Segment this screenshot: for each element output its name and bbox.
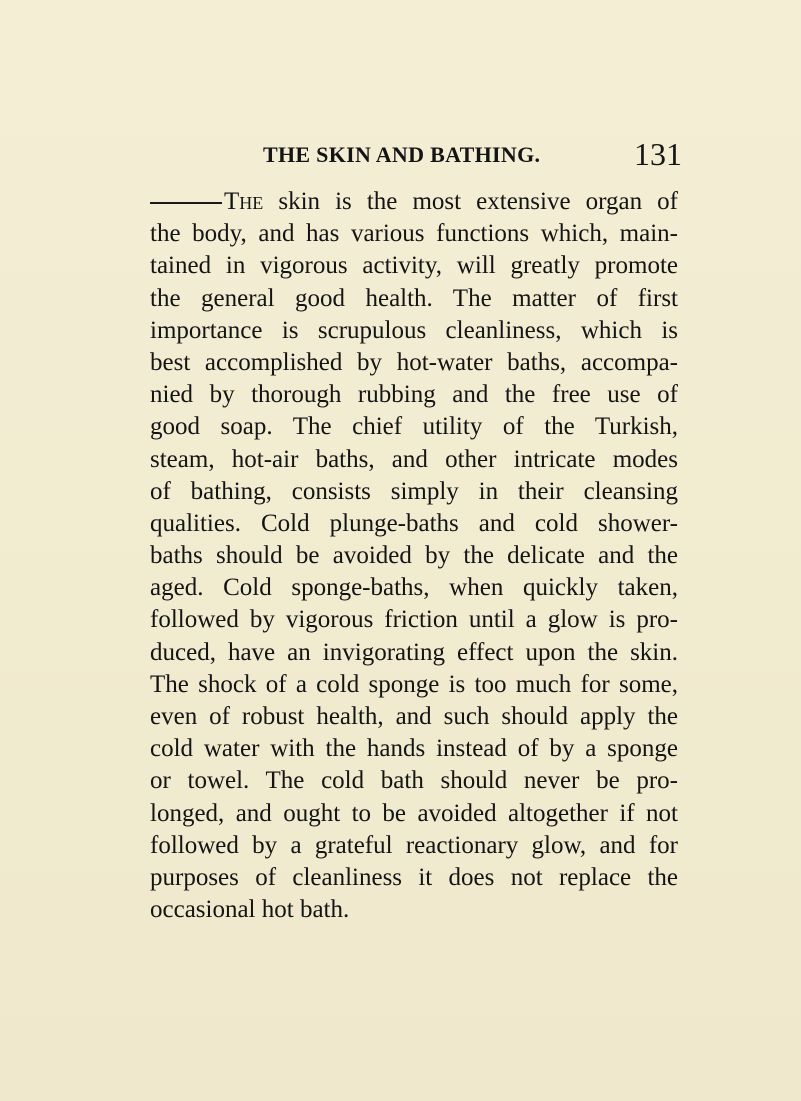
text-line-6: best accomplished by hot-water baths, accompa- [150, 348, 678, 376]
text-line-22: purposes of cleanliness it does not replace the [150, 863, 678, 891]
text-line-20: longed, and ought to be avoided altogether if not [150, 799, 678, 827]
text-line-4: the general good health. The matter of first [150, 284, 678, 312]
text-line-8: good soap. The chief utility of the Turkish, [150, 413, 678, 441]
body-paragraph [150, 186, 678, 926]
text-line-18: cold water with the hands instead of by a sponge [150, 735, 678, 763]
text-line-17: even of robust health, and such should apply the [150, 703, 678, 730]
text-line-5: importance is scrupulous cleanliness, which is [150, 316, 678, 344]
text-line-13: aged. Cold sponge-baths, when quickly taken, [150, 574, 678, 602]
text-line-7: nied by thorough rubbing and the free use of [150, 381, 678, 409]
lead-word: The [224, 188, 264, 215]
text-line-19: or towel. The cold bath should never be pro- [150, 767, 678, 795]
running-title: THE SKIN AND BATHING. [263, 142, 541, 167]
text-line-23: occasional hot bath. [150, 896, 350, 924]
page-number: 131 [634, 136, 682, 172]
text-line-12: baths should be avoided by the delicate and the [150, 542, 678, 570]
text-line-10: of bathing, consists simply in their cleansing [150, 477, 678, 505]
text-line-1 [150, 186, 678, 218]
running-head [0, 136, 801, 182]
text-line-3: tained in vigorous activity, will greatly promote [150, 252, 678, 280]
text-line-21: followed by a grateful reactionary glow, and for [150, 831, 678, 859]
text-line-16: The shock of a cold sponge is too much for some, [150, 670, 678, 698]
text-line-14: followed by vigorous friction until a glow is pro- [150, 606, 678, 634]
text-line-15: duced, have an invigorating effect upon the skin. [150, 638, 678, 666]
text-line-9: steam, hot-air baths, and other intricate modes [150, 445, 678, 473]
text-line-1-rest: skin is the most extensive organ of [278, 188, 679, 215]
text-line-2: the body, and has various functions which, main- [150, 220, 678, 248]
em-dash-rule [150, 202, 222, 204]
text-line-11: qualities. Cold plunge-baths and cold shower- [150, 509, 678, 537]
